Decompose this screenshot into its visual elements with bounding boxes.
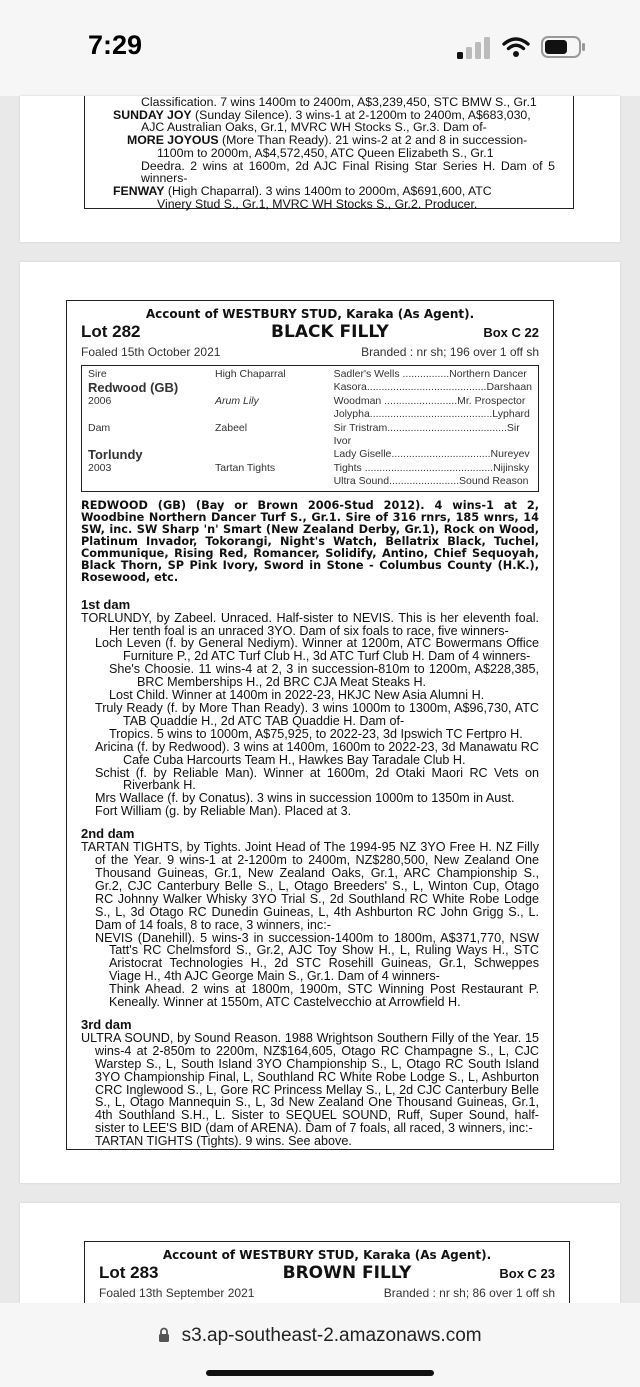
previous-lot-box: Classification. 7 wins 1400m to 2400m, A$3,239,450, STC BMW S., Gr.1 SUNDAY JOY (Sunday Silence). 3 wins-1 at 2-1200m to 2400m, A$683,030, AJC Australian Oaks, Gr.1, MVRC WH Stocks S., Gr.3. Dam of- MORE JOYOUS (More Than Ready). 21 wins-2 at 2 and 8 in succession- 1100m to 2000m, A$4,572,450, ATC Queen Elizabeth S., Gr.1 Deedra. 2 wins at 1600m, 2d AJC Final Rising Star Series H. Dam of 5 winners- FENWAY (High Chaparral). 3 wins 1400m to 2000m, A$691,600, ATC Vinery Stud S., Gr.1, MVRC WH Stocks S., Gr.2. Producer.	[84, 96, 574, 209]
url-text: s3.ap-southeast-2.amazonaws.com	[181, 1325, 482, 1346]
second-dam-text: TARTAN TIGHTS, by Tights. Joint Head of The 1994-95 NZ 3YO Free H. NZ Filly of the Year. 9 wins-1 at 2-1200m to 2400m, NZ$280,500, New Zealand One Thousand Guineas, Gr.1, New Zealand Oaks, Gr.1, ARC Championship S., Gr.2, CJC Canterbury Belle S., L, Otago Breeders' S., L, Winton Cup, Otago RC Johnny Walker Whisky 3YO Trial S., 2d Southland RC White Robe Lodge S., L, 3d Otago RC Dunedin Guineas, L, 4th Ashburton RC John Grigg S., L. Dam of 14 foals, 8 to race, 3 winners, inc:- NEVIS (Danehill). 5 wins-3 in succession-1400m to 1800m, A$371,770, NSW Tatt's RC Chelmsford S., Gr.2, AJC Toy Show H., L, Ruling Ways H., STC Aristocrat Technologies H., 2d STC Rosehill Guineas, Gr.1, Schweppes Viage H., 4th AJC George Main S., Gr.1. Dam of 4 winners- Think Ahead. 2 wins at 1800m, 1900m, STC Winning Post Restaurant P. Keneally. Winner at 1550m, ATC Castelvecchio at Arrowfield H.	[81, 840, 539, 1010]
dam-name: Torlundy	[88, 447, 143, 463]
lot-number: Lot 283	[99, 1263, 159, 1282]
lot-282-box	[66, 300, 554, 1150]
catalogue-page-lot-283	[20, 1203, 620, 1303]
vendor-account: Account of WESTBURY STUD, Karaka (As Agent).	[162, 1248, 492, 1262]
catalogue-page-lot-282	[20, 262, 620, 1183]
third-dam-text: ULTRA SOUND, by Sound Reason. 1988 Wrightson Southern Filly of the Year. 15 wins-4 at 2-850m to 2200m, NZ$164,605, Otago RC Champagne S., L, CJC Warstep S., L, South Island 3YO Championship S., L, Otago RC South Island 3YO Championship Final, L, Southland RC White Robe Lodge S., L, Ashburton CRC Inglewood S., L, Gore RC Princess Mellay S., L, 2d CJC Canterbury Belle S., L, Otago Mannequin S., L, 3d New Zealand One Thousand Guineas, Gr.1, 4th Southland S.H., L. Sister to SEQUEL SOUND, Ruff, Super Sound, half-sister to LEE'S BID (dam of ARENA). Dam of 7 foals, all raced, 3 winners, inc:- TARTAN TIGHTS (Tights). 9 wins. See above.	[81, 1030, 539, 1149]
sire-summary: REDWOOD (GB) (Bay or Brown 2006-Stud 2012). 4 wins-1 at 2, Woodbine Northern Dancer Turf S., Gr.1. Sire of 316 rnrs, 185 wnrs, 14 SW, inc. SW Sharp 'n' Smart (New Zealand Derby, Gr.1), Rock on Wood, Platinum Invador, Tokorangi, Night's Watch, Bellatrix Black, Tuchel, Communique, Rising Red, Romancer, Solidify, Antino, Chief Sequoyah, Black Thorn, SP Pink Ivory, Sword in Stone - Columbus County (H.K.), Rosewood, etc.	[81, 498, 539, 584]
battery-icon	[541, 36, 587, 58]
status-bar	[0, 0, 640, 96]
third-dam-heading: 3rd dam	[81, 1016, 132, 1032]
previous-page	[20, 96, 620, 242]
second-dam-heading: 2nd dam	[81, 826, 135, 842]
clock: 7:29	[88, 30, 143, 60]
wifi-icon	[502, 36, 530, 58]
browser-url-bar	[0, 1303, 640, 1387]
lot-283-box	[84, 1241, 570, 1303]
foaled-date: Foaled 15th October 2021	[81, 345, 221, 359]
brand-info: Branded : nr sh; 196 over 1 off sh	[361, 345, 539, 359]
foaled-date: Foaled 13th September 2021	[99, 1286, 255, 1300]
lot-description: BLACK FILLY	[271, 322, 389, 342]
brand-info: Branded : nr sh; 86 over 1 off sh	[383, 1286, 555, 1300]
lot-description: BROWN FILLY	[282, 1263, 412, 1283]
first-dam-heading: 1st dam	[81, 596, 131, 612]
stable-box: Box C 22	[483, 325, 539, 340]
lock-icon	[158, 1327, 170, 1342]
stable-box: Box C 23	[499, 1266, 555, 1281]
cellular-signal-icon	[457, 37, 493, 59]
address-field[interactable]	[140, 1325, 500, 1347]
first-dam-text: TORLUNDY, by Zabeel. Unraced. Half-sister to NEVIS. This is her eleventh foal. Her tenth foal is an unraced 3YO. Dam of six foals to race, five winners- Loch Leven (f. by General Nediym). Winner at 1200m, ATC Bowermans Office Furniture P., 2d ATC Turf Club H., 3d ATC Turf Club H. Dam of 4 winners- She's Choosie. 11 wins-4 at 2, 3 in succession-810m to 1200m, A$228,385, BRC Memberships H., 2d BRC CJA Meat Steaks H. Lost Child. Winner at 1400m in 2022-23, HKJC New Asia Alumni H. Truly Ready (f. by More Than Ready). 3 wins 1000m to 1300m, A$96,730, ATC TAB Quaddie H., 2d ATC TAB Quaddie H. Dam of- Tropics. 5 wins to 1000m, A$75,925, to 2022-23, 3d Ipswich TC Fertpro H. Aricina (f. by Redwood). 3 wins at 1400m, 1600m to 2022-23, 3d Manawatu RC Cafe Cuba Harcourts Team H., Hawkes Bay Taradale Club H. Schist (f. by Reliable Man). Winner at 1600m, 2d Otaki Maori RC Vets on Riverbank H. Mrs Wallace (f. by Conatus). 3 wins in succession 1000m to 1350m in Aust. Fort William (g. by Reliable Man). Placed at 3.	[81, 610, 539, 819]
vendor-account: Account of WESTBURY STUD, Karaka (As Agent).	[145, 307, 475, 321]
lot-number: Lot 282	[81, 322, 141, 341]
home-indicator[interactable]	[206, 1370, 434, 1376]
pedigree-table: Sire High Chaparral Sadler's Wells ................Northern Dancer Redwood (GB) Kasora.........................................Darshaan 2006 Arum Lily Woodman .........................Mr. Prospector Jolypha..........................................Lyphard Dam Zabeel Sir Tristram.........................................Sir Ivor Torlundy Lady Giselle..................................Nureyev 2003 Tartan Tights Tights ............................................Nijinsky Ultra Sound........................Sound Reason	[81, 365, 539, 492]
sire-name: Redwood (GB)	[88, 380, 179, 396]
